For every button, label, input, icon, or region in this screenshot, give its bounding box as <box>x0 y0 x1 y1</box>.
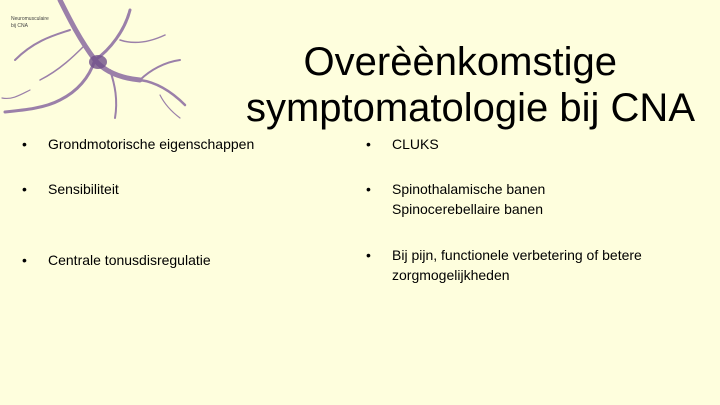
list-item <box>22 134 254 154</box>
bullet-text: Sensibiliteit <box>48 181 119 197</box>
slide-title-line-2: symptomatologie bij CNA <box>245 85 695 130</box>
bullet-text: Centrale tonusdisregulatie <box>48 252 211 268</box>
bullet-line: CLUKS <box>392 136 439 152</box>
bullet-icon: • <box>366 136 371 152</box>
list-item <box>366 134 439 154</box>
slide-title <box>150 39 695 131</box>
list-item <box>22 179 119 199</box>
bullet-line: Bij pijn, functionele verbetering of betere <box>392 247 642 263</box>
bullet-text <box>392 245 642 285</box>
list-item <box>22 250 211 270</box>
bullet-line: Spinocerebellaire banen <box>392 201 543 217</box>
bullet-line: zorgmogelijkheden <box>392 267 510 283</box>
bullet-icon: • <box>22 181 27 197</box>
logo-caption-line: bij CNA <box>11 23 28 29</box>
bullet-text <box>392 134 439 154</box>
bullet-icon: • <box>22 136 27 152</box>
bullet-line: Spinothalamische banen <box>392 181 546 197</box>
bullet-icon: • <box>22 252 27 268</box>
list-item <box>366 179 545 219</box>
bullet-text <box>392 179 545 219</box>
bullet-icon: • <box>366 247 371 263</box>
bullet-text: Grondmotorische eigenschappen <box>48 136 255 152</box>
slide-title-line-1: Overèènkomstige <box>303 39 617 84</box>
bullet-icon: • <box>366 181 371 197</box>
list-item <box>366 245 642 285</box>
logo-caption <box>11 16 71 30</box>
logo-caption-line: Neuromusculaire <box>11 16 49 22</box>
